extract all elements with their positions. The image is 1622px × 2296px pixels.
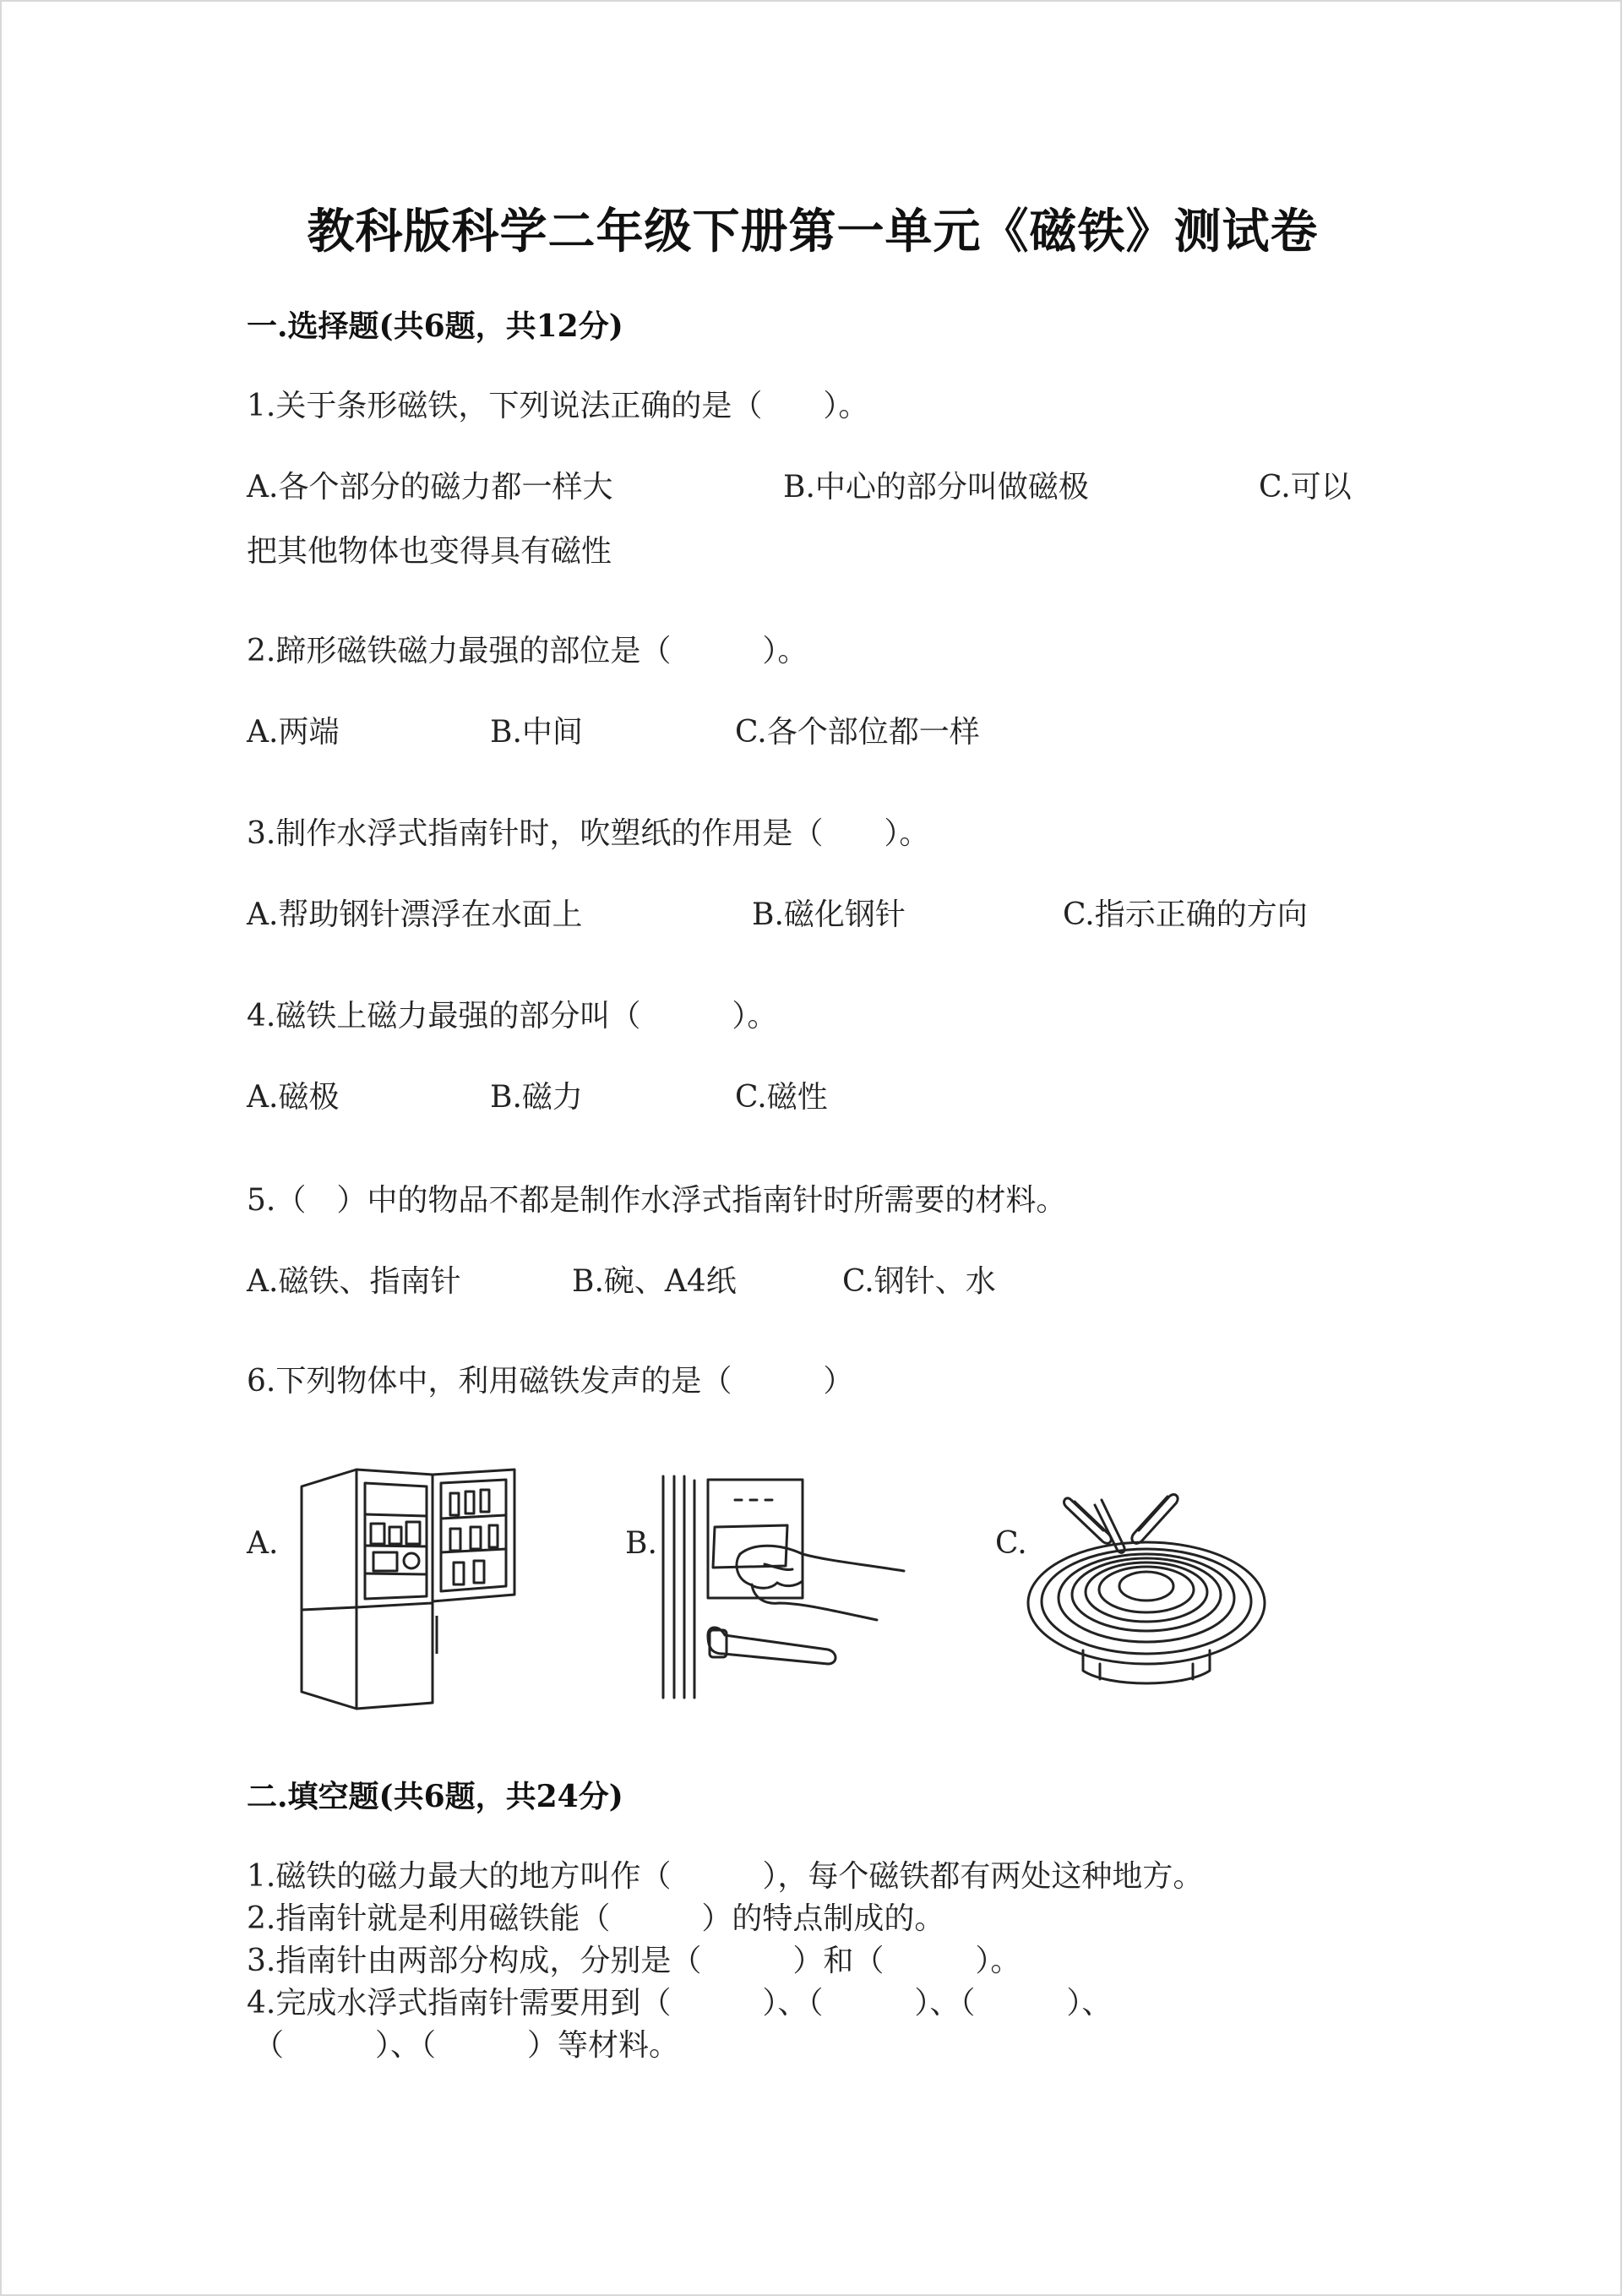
q1-option-c: C.可以 <box>1259 470 1352 504</box>
q3-option-a: A.帮助钢针漂浮在水面上 <box>247 897 583 932</box>
q2-option-b: B.中间 <box>490 715 583 750</box>
fill-q2: 2.指南针就是利用磁铁能（ ）的特点制成的。 <box>247 1901 945 1936</box>
q2-option-a: A.两端 <box>247 715 340 750</box>
q5-option-c: C.钢针、水 <box>842 1264 996 1299</box>
speaker-with-paperclips-illustration <box>1024 1485 1269 1696</box>
card-reader-door-illustration <box>659 1476 912 1700</box>
q6-option-a-label: A. <box>247 1526 279 1561</box>
q3-option-b: B.磁化钢针 <box>752 897 906 932</box>
q2-option-c: C.各个部位都一样 <box>735 715 980 750</box>
q6-stem: 6.下列物体中，利用磁铁发声的是（ ） <box>247 1364 854 1399</box>
q1-stem: 1.关于条形磁铁，下列说法正确的是（ ）。 <box>247 389 869 423</box>
section2-heading: 二.填空题(共6题，共24分) <box>247 1779 623 1814</box>
fill-q3: 3.指南针由两部分构成，分别是（ ）和（ ）。 <box>247 1944 1021 1978</box>
q4-option-a: A.磁极 <box>247 1080 340 1115</box>
section1-heading: 一.选择题(共6题，共12分) <box>247 308 623 344</box>
fill-q4: 4.完成水浮式指南针需要用到（ ）、（ ）、（ ）、 <box>247 1986 1113 2021</box>
q1-option-a: A.各个部分的磁力都一样大 <box>247 470 613 504</box>
q5-option-a: A.磁铁、指南针 <box>247 1264 461 1299</box>
q4-stem: 4.磁铁上磁力最强的部分叫（ ）。 <box>247 999 778 1033</box>
q3-stem: 3.制作水浮式指南针时，吹塑纸的作用是（ ）。 <box>247 816 930 851</box>
fill-q4-continued: （ ）、（ ）等材料。 <box>253 2028 680 2063</box>
refrigerator-illustration <box>293 1468 525 1709</box>
page-title: 教科版科学二年级下册第一单元《磁铁》测试卷 <box>307 204 1319 259</box>
q5-stem: 5.（ ）中的物品不都是制作水浮式指南针时所需要的材料。 <box>247 1183 1067 1218</box>
q1-option-b: B.中心的部分叫做磁极 <box>783 470 1089 504</box>
q1-option-c-continued: 把其他物体也变得具有磁性 <box>247 534 612 569</box>
q5-option-b: B.碗、A4纸 <box>572 1264 737 1299</box>
fill-q1: 1.磁铁的磁力最大的地方叫作（ ），每个磁铁都有两处这种地方。 <box>247 1859 1204 1894</box>
q6-option-b-label: B. <box>625 1526 657 1561</box>
q6-option-c-label: C. <box>995 1526 1027 1561</box>
q4-option-b: B.磁力 <box>490 1080 583 1115</box>
q2-stem: 2.蹄形磁铁磁力最强的部位是（ ）。 <box>247 634 808 668</box>
q3-option-c: C.指示正确的方向 <box>1063 897 1308 932</box>
q4-option-c: C.磁性 <box>735 1080 828 1115</box>
